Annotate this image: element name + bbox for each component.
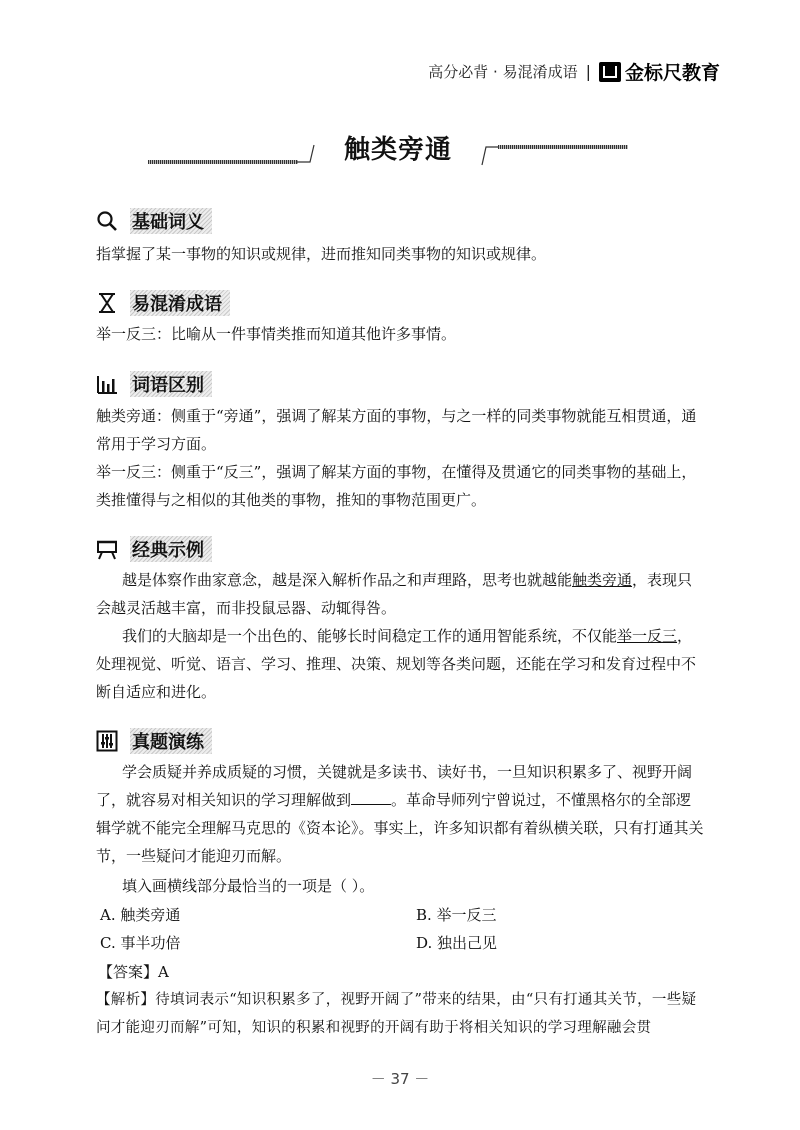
section-examples-label: 经典示例 <box>130 536 212 562</box>
answer-line: 【答案】A <box>98 963 169 981</box>
board-icon <box>96 538 118 560</box>
section-examples-heading <box>96 536 212 562</box>
page-title: 触类旁通 <box>343 135 452 165</box>
example-paragraph-2: 我们的大脑却是一个出色的、能够长时间稳定工作的通用智能系统，不仅能举一反三，处理视觉、听觉、语言、学习、推理、决策、规划等各类问题，还能在学习和发育过程中不断自适应和进化。 <box>96 627 697 701</box>
section-basic-label: 基础词义 <box>130 208 212 234</box>
breadcrumb: 高分必背 · 易混淆成语 <box>428 63 578 81</box>
bar-chart-icon <box>96 373 118 395</box>
example-paragraph-1: 越是体察作曲家意念，越是深入解析作品之和声理路，思考也就越能触类旁通，表现只会越灵活越丰富，而非投鼠忌器、动辄得咎。 <box>96 571 693 617</box>
option-d: D. 独出己见 <box>416 934 498 952</box>
section-confusable-label: 易混淆成语 <box>130 290 230 316</box>
brand-name: 金标尺教育 <box>624 62 720 84</box>
example-term-1: 触类旁通 <box>572 571 633 589</box>
section-difference-p2: 举一反三：侧重于“反三”，强调了解某方面的事物，在懂得及贯通它的同类事物的基础上，类推懂得与之相似的其他类的事物，推知的事物范围更广。 <box>96 463 697 509</box>
practice-question: 学会质疑并养成质疑的习惯，关键就是多读书、读好书，一旦知识积累多了、视野开阔了，就容易对相关知识的学习理解做到 。革命导师列宁曾说过，不懂黑格尔的全部逻辑学就不能完全理解马克思的《资本论》。事实上，许多知识都有着纵横关联，只有打通其关节，一些疑问才能迎刃而解。 <box>96 763 704 865</box>
brand-logo <box>599 58 720 85</box>
section-difference-p1: 触类旁通：侧重于“旁通”，强调了解某方面的事物，与之一样的同类事物就能互相贯通，通常用于学习方面。 <box>96 407 697 453</box>
option-a: A. 触类旁通 <box>100 906 181 924</box>
title-rule-right <box>498 145 628 149</box>
hourglass-icon <box>96 292 118 314</box>
option-c: C. 事半功倍 <box>100 934 181 952</box>
option-b: B. 举一反三 <box>416 906 497 924</box>
practice-prompt: 填入画横线部分最恰当的一项是（ ）。 <box>122 877 375 895</box>
sliders-icon <box>96 730 118 752</box>
example-term-2: 举一反三 <box>617 627 678 645</box>
header-separator: | <box>585 62 591 81</box>
section-confusable-text: 举一反三：比喻从一件事情类推而知道其他许多事情。 <box>96 325 457 343</box>
analysis-text: 【解析】待填词表示“知识积累多了，视野开阔了”带来的结果，由“只有打通其关节，一些疑问才能迎刃而解”可知，知识的积累和视野的开阔有助于将相关知识的学习理解融会贯 <box>96 992 697 1036</box>
section-basic-heading <box>96 208 212 234</box>
search-icon <box>96 210 118 232</box>
page-number: － 37 － <box>370 1070 430 1088</box>
section-confusable-heading <box>96 290 230 316</box>
section-practice-label: 真题演练 <box>130 728 212 754</box>
section-difference-heading <box>96 371 212 397</box>
title-block <box>148 125 648 175</box>
answer-blank <box>351 790 391 805</box>
section-basic-text: 指掌握了某一事物的知识或规律，进而推知同类事物的知识或规律。 <box>96 245 547 263</box>
section-practice-heading <box>96 728 212 754</box>
section-difference-label: 词语区别 <box>130 371 212 397</box>
title-rule-right-bend <box>480 143 500 167</box>
page-header <box>428 58 720 85</box>
brand-mark-icon <box>599 62 621 82</box>
